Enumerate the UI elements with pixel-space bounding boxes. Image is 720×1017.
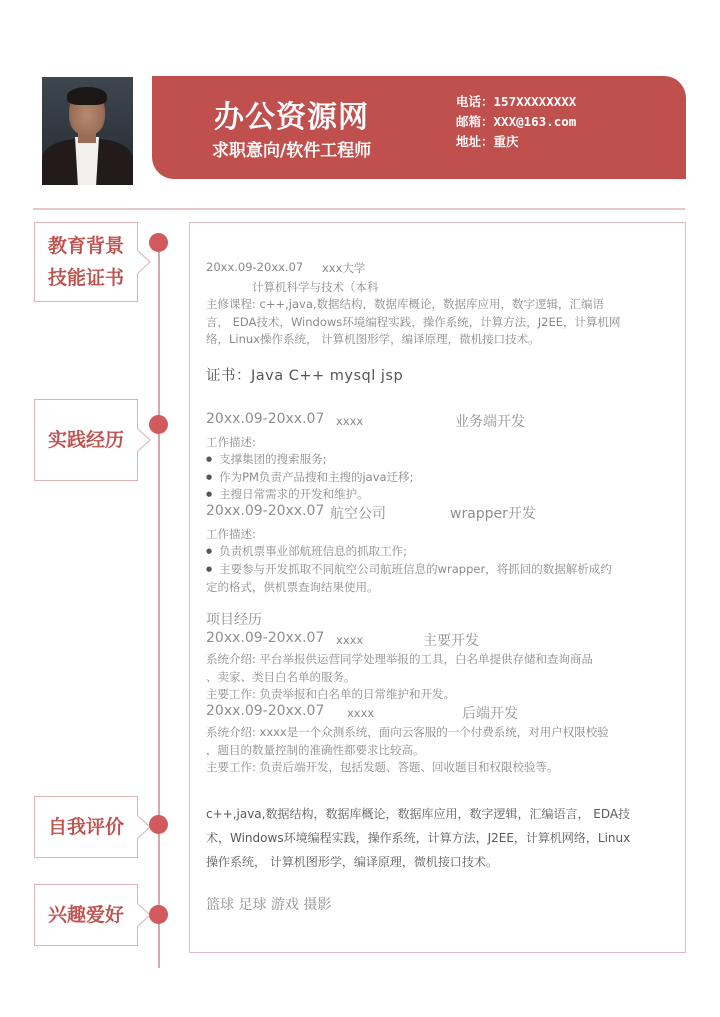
- certificates: 证书：Java C++ mysql jsp: [206, 368, 404, 384]
- section-label-education: [34, 222, 138, 302]
- exp1-bullet: ● 支撑集团的搜索服务;: [206, 451, 326, 467]
- proj2-intro: [206, 724, 656, 777]
- exp2-period: 20xx.09-20xx.07: [206, 503, 325, 519]
- timeline-dot-icon: [149, 233, 168, 252]
- section-title-practice: 实践经历: [47, 429, 124, 451]
- proj2-company: xxxx: [347, 706, 375, 720]
- self-eval-line: 术，Windows环境编程实践，操作系统，计算方法，J2EE，计算机网络，Linux: [206, 831, 631, 845]
- timeline-dot-icon: [149, 905, 168, 924]
- proj2-intro-line: 系统介绍: xxxx是一个众测系统，面向云客服的一个付费系统，对用户权限校验: [206, 725, 609, 739]
- section-label-hobbies: [34, 884, 138, 946]
- exp1-bullet: ● 作为PM负责产品搜和主搜的java迁移;: [206, 469, 413, 485]
- photo-hair: [67, 87, 107, 105]
- exp1-desc-label: 工作描述:: [206, 435, 256, 449]
- self-eval-line: 操作系统， 计算机图形学，编译原理，微机接口技术。: [206, 855, 498, 869]
- courses-line: 言， EDA技术，Windows环境编程实践，操作系统，计算方法，J2EE，计算机网: [206, 314, 621, 329]
- address-row: [456, 132, 576, 152]
- exp2-role: wrapper开发: [450, 506, 536, 522]
- exp2-bullet: ● 负责机票事业部航班信息的抓取工作;: [206, 543, 407, 559]
- exp2-continuation: 定的格式，供机票查询结果使用。: [206, 580, 379, 594]
- header-divider: [33, 208, 685, 210]
- proj1-intro: [206, 651, 656, 704]
- proj2-period: 20xx.09-20xx.07: [206, 703, 325, 719]
- timeline-line: [158, 252, 160, 968]
- exp2-desc-label: 工作描述:: [206, 527, 256, 541]
- courses-line: 络，Linux操作系统， 计算机图形学，编译原理，微机接口技术。: [206, 332, 540, 346]
- profile-photo: [42, 77, 133, 185]
- section-title-hobbies: 兴趣爱好: [47, 904, 124, 926]
- self-eval-line: c++,java,数据结构，数据库概论，数据库应用，数字逻辑，汇编语言， EDA技: [206, 807, 631, 821]
- phone-value: 157XXXXXXXX: [493, 94, 577, 109]
- exp1-bullet: ● 主搜日常需求的开发和维护。: [206, 486, 369, 502]
- proj2-role: 后端开发: [462, 706, 518, 722]
- phone-label: 电话：: [456, 94, 494, 109]
- proj1-intro-line: 、卖家、类目白名单的服务。: [206, 669, 356, 684]
- exp1-company: xxxx: [336, 414, 364, 428]
- phone-row: [456, 92, 576, 112]
- projects-title: 项目经历: [206, 612, 262, 628]
- exp2-bullet: ● 主要参与开发抓取不同航空公司航班信息的wrapper，将抓回的数据解析成约: [206, 561, 612, 577]
- exp1-period: 20xx.09-20xx.07: [206, 411, 325, 427]
- timeline-dot-icon: [149, 415, 168, 434]
- section-title-self-eval: 自我评价: [47, 816, 124, 838]
- section-title-education: 教育背景: [47, 235, 124, 257]
- contact-info: [456, 92, 576, 152]
- address-label: 地址：: [456, 134, 494, 149]
- section-title-skills: 技能证书: [47, 267, 124, 289]
- proj1-period: 20xx.09-20xx.07: [206, 630, 325, 646]
- education-period: 20xx.09-20xx.07: [206, 260, 304, 274]
- job-intent: 求职意向/软件工程师: [212, 141, 372, 161]
- education-school: xxx大学: [322, 261, 366, 275]
- hobbies-text: 篮球 足球 游戏 摄影: [206, 897, 332, 913]
- self-evaluation: [206, 802, 646, 874]
- education-courses: [206, 296, 646, 349]
- exp2-company: 航空公司: [330, 506, 386, 522]
- proj1-company: xxxx: [336, 633, 364, 647]
- courses-line: 主修课程: c++,java,数据结构，数据库概论，数据库应用，数字逻辑，汇编语: [206, 297, 605, 311]
- timeline-dot-icon: [149, 815, 168, 834]
- proj2-intro-line: ，题目的数量控制的准确性都要求比较高。: [206, 742, 425, 757]
- address-value: 重庆: [493, 134, 519, 149]
- callout-arrow-icon: [137, 250, 151, 274]
- proj2-work: 主要工作: 负责后端开发，包括发题、答题、回收题目和权限校验等。: [206, 760, 559, 774]
- section-label-self-eval: [34, 796, 138, 858]
- proj1-intro-line: 系统介绍: 平台举报供运营同学处理举报的工具，白名单提供存储和查询商品: [206, 652, 594, 666]
- resume-name: 办公资源网: [214, 100, 369, 135]
- header-banner: [152, 76, 686, 179]
- section-label-practice: [34, 399, 138, 481]
- email-value: XXX@163.com: [493, 114, 577, 129]
- exp1-role: 业务端开发: [455, 414, 525, 430]
- email-label: 邮箱：: [456, 114, 494, 129]
- proj1-role: 主要开发: [423, 633, 479, 649]
- proj1-work: 主要工作: 负责举报和白名单的日常维护和开发。: [206, 687, 456, 701]
- email-row: [456, 112, 576, 132]
- education-major: 计算机科学与技术（本科: [252, 280, 379, 294]
- callout-arrow-icon: [137, 428, 151, 452]
